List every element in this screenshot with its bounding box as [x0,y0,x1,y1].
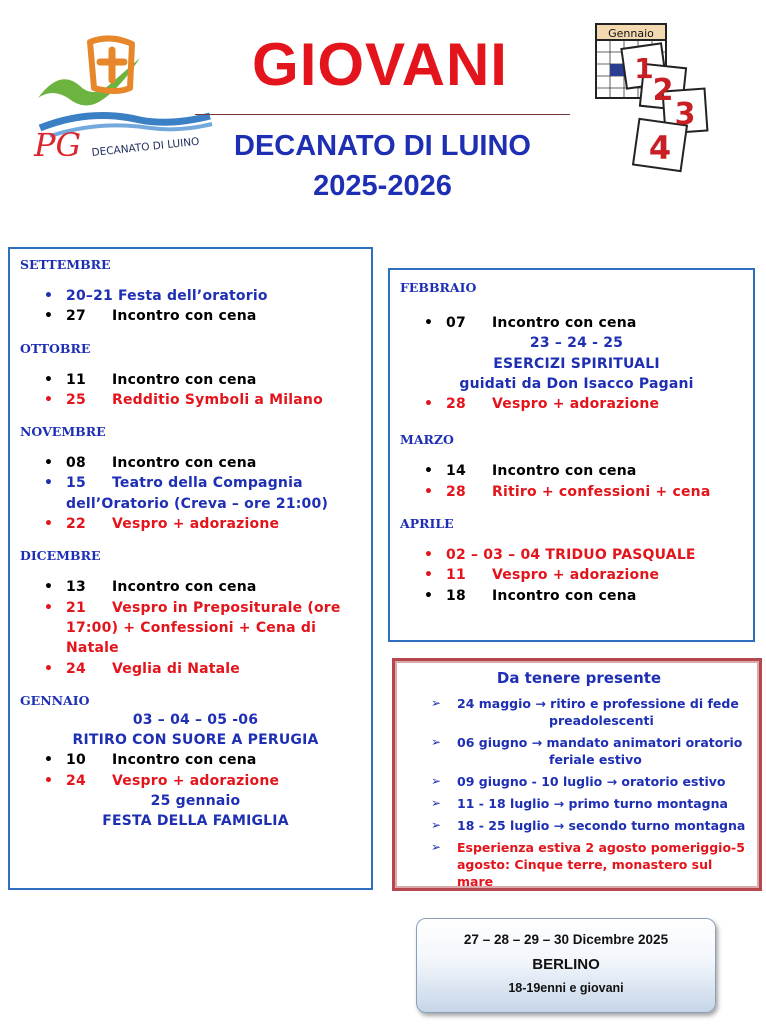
retreat-text-febbraio: ESERCIZI SPIRITUALI [493,355,660,372]
list-item: ➢ 11 - 18 luglio → primo turno montagna [431,796,728,811]
list-item: • 08 Incontro con cena [20,453,371,473]
list-item: ➢ 18 - 25 luglio → secondo turno montagna [431,818,746,833]
list-item: • 07 Incontro con cena [400,313,753,333]
month-settembre: SETTEMBRE [20,257,111,272]
trip-city: BERLINO [532,956,600,973]
list-item: • 13 Incontro con cena [20,577,371,597]
events-settembre [20,286,371,327]
list-item: ➢ Esperienza estiva 2 agosto pomeriggio-5 agosto: Cinque terre, monastero sul mare [431,840,745,889]
list-item: • 22 Vespro + adorazione [20,514,371,534]
list-item: ➢ 24 maggio → ritiro e professione di fede preadolescenti [431,696,739,728]
month-dicembre: DICEMBRE [20,548,101,564]
month-novembre: NOVEMBRE [20,424,106,440]
list-item: • 24 Veglia di Natale [20,659,371,679]
list-item: • 25 Redditio Symboli a Milano [20,390,371,410]
arrow-icon: ➢ [431,796,442,810]
events-aprile [400,545,753,606]
retreat-dates-febbraio: 23 – 24 - 25 [529,335,624,352]
arrow-icon: ➢ [431,840,442,854]
calendar-box-right [388,268,755,642]
pg-decanato-logo [30,28,215,163]
month-gennaio: GENNAIO [20,692,90,708]
events-ottobre [20,370,371,411]
list-item: ➢ 06 giugno → mandato animatori oratorio feriale estivo [431,735,743,767]
notes-box [392,658,762,891]
page-subtitle: DECANATO DI LUINO [234,130,531,162]
events-dicembre [20,577,371,678]
logo-caption: DECANATO DI LUINO [91,135,200,159]
arrow-icon: ➢ [431,735,442,749]
list-item: • 14 Incontro con cena [400,461,753,481]
month-ottobre: OTTOBRE [20,340,91,356]
calendar-number-1: 1 [634,52,654,85]
family-text: FESTA DELLA FAMIGLIA [102,813,289,830]
arrow-icon: ➢ [431,774,442,788]
list-item: • 20–21 Festa dell’oratorio [20,286,371,306]
retreat-text-gennaio: RITIRO CON SUORE A PERUGIA [72,732,319,749]
month-febbraio: FEBBRAIO [400,280,477,295]
arrow-icon: ➢ [431,696,442,710]
list-item: ➢ 09 giugno - 10 luglio → oratorio estivo [431,774,726,789]
calendar-number-4: 4 [648,129,672,167]
calendar-box-left [8,247,373,890]
list-item: • 27 Incontro con cena [20,306,371,326]
list-item: • 02 – 03 – 04 TRIDUO PASQUALE [400,545,753,565]
calendar-number-3: 3 [674,97,696,132]
family-date: 25 gennaio [150,793,241,810]
month-marzo: MARZO [400,432,454,448]
trip-dates: 27 – 28 – 29 – 30 Dicembre 2025 [463,932,669,947]
list-item: • 28 Ritiro + confessioni + cena [400,482,753,502]
month-aprile: APRILE [400,516,454,532]
list-item: • 21 Vespro in Prepositurale (ore 17:00) + Confessioni + Cena di Natale [20,598,371,659]
list-item: • 15 Teatro della Compagnia dell’Oratorio (Creva – ore 21:00) [20,473,371,514]
list-item: • 11 Incontro con cena [20,370,371,390]
events-febbraio-2 [400,394,753,414]
list-item: • 11 Vespro + adorazione [400,565,753,585]
list-item: • 18 Incontro con cena [400,586,753,606]
events-marzo [400,461,753,502]
retreat-guide-febbraio: guidati da Don Isacco Pagani [459,375,694,392]
list-item: • 24 Vespro + adorazione [20,771,371,791]
events-novembre [20,453,371,534]
trip-box [416,918,716,1013]
arrow-icon: ➢ [431,818,442,832]
retreat-dates-gennaio: 03 – 04 – 05 -06 [132,711,259,728]
logo-initials: PG [34,126,82,163]
calendar-month: Gennaio [608,27,654,40]
events-gennaio [20,750,371,791]
notes-list [409,695,749,890]
list-item: • 10 Incontro con cena [20,750,371,770]
calendar-clipart [588,18,718,178]
events-febbraio [400,313,753,333]
page-year: 2025-2026 [313,170,452,202]
calendar-number-2: 2 [652,73,674,108]
page-title: GIOVANI [252,31,508,98]
list-item: • 28 Vespro + adorazione [400,394,753,414]
trip-audience: 18-19enni e giovani [508,981,624,995]
notes-title: Da tenere presente [496,669,662,687]
title-divider [195,114,570,115]
